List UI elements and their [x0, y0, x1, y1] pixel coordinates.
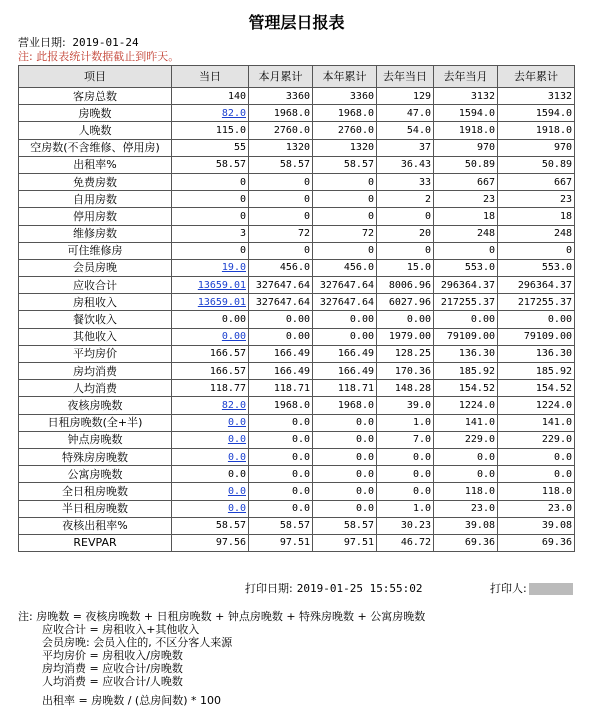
table-cell: 0.0: [249, 448, 313, 465]
table-cell: 0.0: [377, 483, 434, 500]
table-row: [19, 191, 575, 208]
table-cell: 0.0: [377, 448, 434, 465]
table-cell: 154.52: [498, 380, 575, 397]
table-cell: 69.36: [434, 534, 498, 551]
table-cell: 30.23: [377, 517, 434, 534]
table-cell: 0.0: [434, 466, 498, 483]
table-cell: [172, 294, 249, 311]
row-label: 全日租房晚数: [19, 483, 172, 500]
column-header: 去年累计: [498, 66, 575, 88]
table-cell: 0.00: [434, 311, 498, 328]
table-cell: 0: [249, 208, 313, 225]
table-row: [19, 397, 575, 414]
row-label: 出租率%: [19, 156, 172, 173]
table-cell: 58.57: [172, 517, 249, 534]
table-cell: 0: [172, 191, 249, 208]
table-cell: 2760.0: [313, 122, 377, 139]
table-cell: [172, 277, 249, 294]
column-header: 本年累计: [313, 66, 377, 88]
table-cell: 1594.0: [434, 105, 498, 122]
table-row: [19, 277, 575, 294]
table-cell: 0.00: [377, 311, 434, 328]
table-cell: 1918.0: [498, 122, 575, 139]
table-row: [19, 259, 575, 276]
business-date-value: 2019-01-24: [72, 36, 139, 49]
table-cell: 0.0: [313, 500, 377, 517]
table-row: [19, 380, 575, 397]
table-cell: 327647.64: [313, 277, 377, 294]
table-cell: 970: [498, 139, 575, 156]
table-cell: 0.0: [313, 483, 377, 500]
note-line: 人均消费 = 应收合计/人晚数: [42, 675, 183, 688]
row-label: 客房总数: [19, 88, 172, 105]
table-cell: 129: [377, 88, 434, 105]
table-cell: 327647.64: [249, 277, 313, 294]
table-cell: 0.00: [498, 311, 575, 328]
row-label: 公寓房晚数: [19, 466, 172, 483]
column-header: 项目: [19, 66, 172, 88]
table-cell: 118.71: [249, 380, 313, 397]
table-cell: [172, 259, 249, 276]
drilldown-link[interactable]: 82.0: [221, 107, 246, 119]
table-cell: 3132: [498, 88, 575, 105]
drilldown-link[interactable]: 0.0: [227, 485, 246, 497]
table-row: [19, 345, 575, 362]
table-cell: 0.0: [313, 448, 377, 465]
table-cell: 6027.96: [377, 294, 434, 311]
table-row: [19, 517, 575, 534]
table-cell: 46.72: [377, 534, 434, 551]
table-row: [19, 414, 575, 431]
table-cell: 0.0: [249, 466, 313, 483]
column-header: 当日: [172, 66, 249, 88]
table-cell: 970: [434, 139, 498, 156]
table-cell: 36.43: [377, 156, 434, 173]
drilldown-link[interactable]: 82.0: [221, 399, 246, 411]
table-cell: 1224.0: [498, 397, 575, 414]
table-cell: 1224.0: [434, 397, 498, 414]
drilldown-link[interactable]: 0.00: [221, 331, 246, 343]
table-cell: 0.0: [249, 431, 313, 448]
note-line: 会员房晚: 会员入住的, 不区分客人来源: [42, 636, 233, 649]
table-cell: 58.57: [172, 156, 249, 173]
row-label: 维修房数: [19, 225, 172, 242]
row-label: 特殊房房晚数: [19, 448, 172, 465]
table-cell: 72: [249, 225, 313, 242]
table-cell: 3360: [249, 88, 313, 105]
table-cell: 248: [434, 225, 498, 242]
table-cell: 0.0: [172, 466, 249, 483]
table-cell: 185.92: [498, 363, 575, 380]
table-cell: 166.57: [172, 345, 249, 362]
table-row: [19, 363, 575, 380]
table-row: [19, 448, 575, 465]
column-header: 本月累计: [249, 66, 313, 88]
row-label: 空房数(不含维修、停用房): [19, 139, 172, 156]
table-cell: 0: [313, 173, 377, 190]
row-label: 房均消费: [19, 363, 172, 380]
table-cell: 140: [172, 88, 249, 105]
table-cell: [172, 414, 249, 431]
table-cell: 79109.00: [498, 328, 575, 345]
table-cell: 7.0: [377, 431, 434, 448]
row-label: 人均消费: [19, 380, 172, 397]
table-cell: 0: [434, 242, 498, 259]
table-cell: 185.92: [434, 363, 498, 380]
table-cell: 1.0: [377, 414, 434, 431]
table-cell: 33: [377, 173, 434, 190]
printer: [490, 580, 573, 596]
table-row: [19, 173, 575, 190]
table-cell: 327647.64: [249, 294, 313, 311]
business-date-label: 营业日期:: [18, 36, 66, 49]
table-cell: 1320: [313, 139, 377, 156]
table-cell: 15.0: [377, 259, 434, 276]
drilldown-link[interactable]: 0.0: [227, 417, 246, 429]
table-cell: 136.30: [434, 345, 498, 362]
table-cell: 55: [172, 139, 249, 156]
table-cell: 128.25: [377, 345, 434, 362]
table-cell: 0.0: [313, 466, 377, 483]
table-cell: 0: [172, 173, 249, 190]
table-cell: [172, 500, 249, 517]
table-cell: 217255.37: [434, 294, 498, 311]
printer-label: 打印人:: [490, 582, 527, 595]
table-cell: 54.0: [377, 122, 434, 139]
table-cell: 141.0: [434, 414, 498, 431]
note-line: 注: 房晚数 = 夜核房晚数 + 日租房晚数 + 钟点房晚数 + 特殊房晚数 + 公寓房晚数: [18, 610, 426, 623]
table-cell: 47.0: [377, 105, 434, 122]
table-cell: 217255.37: [498, 294, 575, 311]
row-label: 其他收入: [19, 328, 172, 345]
table-cell: 667: [498, 173, 575, 190]
printer-name-redacted: [529, 583, 573, 595]
drilldown-link[interactable]: 0.0: [227, 434, 246, 446]
table-cell: 0.00: [249, 328, 313, 345]
table-cell: 166.49: [249, 345, 313, 362]
table-cell: 1968.0: [313, 397, 377, 414]
table-cell: 553.0: [434, 259, 498, 276]
table-cell: 58.57: [313, 517, 377, 534]
table-cell: 0: [377, 242, 434, 259]
row-label: 日租房晚数(全+半): [19, 414, 172, 431]
table-cell: 166.49: [313, 345, 377, 362]
table-cell: 118.0: [498, 483, 575, 500]
table-row: [19, 483, 575, 500]
print-date-label: 打印日期:: [245, 582, 293, 595]
row-label: 夜核出租率%: [19, 517, 172, 534]
table-cell: 1594.0: [498, 105, 575, 122]
table-cell: 0: [249, 191, 313, 208]
table-cell: 23.0: [498, 500, 575, 517]
table-cell: 296364.37: [434, 277, 498, 294]
table-cell: 1918.0: [434, 122, 498, 139]
table-cell: 3: [172, 225, 249, 242]
print-date: [245, 580, 423, 596]
table-header-row: [19, 66, 575, 88]
table-cell: 23: [498, 191, 575, 208]
table-cell: [172, 105, 249, 122]
table-cell: 118.77: [172, 380, 249, 397]
drilldown-link[interactable]: 13659.01: [197, 279, 246, 291]
table-cell: 39.08: [434, 517, 498, 534]
drilldown-link[interactable]: 0.0: [227, 503, 246, 515]
table-cell: 0.0: [434, 448, 498, 465]
row-label: 会员房晚: [19, 259, 172, 276]
table-row: [19, 311, 575, 328]
table-cell: 0: [249, 173, 313, 190]
report-notice: 注: 此报表统计数据截止到昨天。: [18, 50, 180, 63]
table-cell: 170.36: [377, 363, 434, 380]
table-cell: 23: [434, 191, 498, 208]
table-cell: 0.0: [313, 431, 377, 448]
table-cell: 50.89: [434, 156, 498, 173]
table-cell: [172, 328, 249, 345]
drilldown-link[interactable]: 19.0: [221, 262, 246, 274]
table-cell: 1968.0: [249, 397, 313, 414]
table-cell: 118.0: [434, 483, 498, 500]
table-row: [19, 466, 575, 483]
table-cell: 141.0: [498, 414, 575, 431]
table-cell: 0.0: [249, 500, 313, 517]
table-cell: 0: [172, 208, 249, 225]
row-label: 夜核房晚数: [19, 397, 172, 414]
table-cell: 69.36: [498, 534, 575, 551]
row-label: 钟点房晚数: [19, 431, 172, 448]
table-cell: 97.56: [172, 534, 249, 551]
table-cell: 0: [498, 242, 575, 259]
table-cell: 667: [434, 173, 498, 190]
table-cell: 229.0: [434, 431, 498, 448]
table-cell: 20: [377, 225, 434, 242]
table-cell: 1968.0: [313, 105, 377, 122]
print-date-value: 2019-01-25 15:55:02: [296, 582, 423, 595]
table-cell: 58.57: [249, 517, 313, 534]
table-cell: 18: [434, 208, 498, 225]
table-cell: 8006.96: [377, 277, 434, 294]
table-cell: 50.89: [498, 156, 575, 173]
table-row: [19, 294, 575, 311]
table-cell: 456.0: [313, 259, 377, 276]
note-line: 应收合计 = 房租收入+其他收入: [42, 623, 200, 636]
row-label: 应收合计: [19, 277, 172, 294]
row-label: REVPAR: [19, 534, 172, 551]
table-row: [19, 122, 575, 139]
table-cell: 148.28: [377, 380, 434, 397]
table-cell: 0.00: [313, 328, 377, 345]
table-cell: 0: [172, 242, 249, 259]
report-table: [18, 65, 575, 552]
table-cell: 0.00: [249, 311, 313, 328]
column-header: 去年当月: [434, 66, 498, 88]
table-row: [19, 534, 575, 551]
table-cell: 2760.0: [249, 122, 313, 139]
row-label: 半日租房晚数: [19, 500, 172, 517]
table-cell: 248: [498, 225, 575, 242]
table-cell: 3132: [434, 88, 498, 105]
table-cell: 37: [377, 139, 434, 156]
row-label: 平均房价: [19, 345, 172, 362]
row-label: 自用房数: [19, 191, 172, 208]
table-cell: 136.30: [498, 345, 575, 362]
table-cell: 72: [313, 225, 377, 242]
row-label: 人晚数: [19, 122, 172, 139]
formula-notes: [18, 610, 425, 707]
table-row: [19, 500, 575, 517]
table-cell: 118.71: [313, 380, 377, 397]
table-cell: 166.57: [172, 363, 249, 380]
table-row: [19, 139, 575, 156]
table-cell: [172, 397, 249, 414]
table-cell: 166.49: [313, 363, 377, 380]
note-line: 房均消费 = 应收合计/房晚数: [42, 662, 183, 675]
table-cell: 229.0: [498, 431, 575, 448]
row-label: 可住维修房: [19, 242, 172, 259]
table-cell: 0.0: [313, 414, 377, 431]
report-title: 管理层日报表: [248, 13, 345, 32]
table-cell: 0: [377, 208, 434, 225]
table-cell: 115.0: [172, 122, 249, 139]
table-cell: 154.52: [434, 380, 498, 397]
table-cell: 327647.64: [313, 294, 377, 311]
table-cell: 18: [498, 208, 575, 225]
table-cell: 166.49: [249, 363, 313, 380]
column-header: 去年当日: [377, 66, 434, 88]
table-row: [19, 431, 575, 448]
table-cell: 0.00: [172, 311, 249, 328]
table-cell: 456.0: [249, 259, 313, 276]
row-label: 房晚数: [19, 105, 172, 122]
table-cell: 39.08: [498, 517, 575, 534]
table-cell: 2: [377, 191, 434, 208]
table-cell: 0.0: [498, 448, 575, 465]
drilldown-link[interactable]: 0.0: [227, 451, 246, 463]
table-cell: [172, 483, 249, 500]
note-line: 出租率 = 房晚数 / (总房间数) * 100: [42, 694, 221, 707]
table-cell: 0.00: [313, 311, 377, 328]
table-cell: 0: [249, 242, 313, 259]
table-row: [19, 225, 575, 242]
table-row: [19, 242, 575, 259]
row-label: 停用房数: [19, 208, 172, 225]
table-cell: 296364.37: [498, 277, 575, 294]
table-cell: [172, 431, 249, 448]
table-cell: 58.57: [249, 156, 313, 173]
table-cell: 97.51: [313, 534, 377, 551]
table-cell: 58.57: [313, 156, 377, 173]
table-cell: 1968.0: [249, 105, 313, 122]
table-row: [19, 88, 575, 105]
table-cell: 1.0: [377, 500, 434, 517]
table-cell: 39.0: [377, 397, 434, 414]
table-cell: 23.0: [434, 500, 498, 517]
table-cell: 553.0: [498, 259, 575, 276]
row-label: 房租收入: [19, 294, 172, 311]
row-label: 免费房数: [19, 173, 172, 190]
table-cell: 79109.00: [434, 328, 498, 345]
table-cell: 0.0: [249, 483, 313, 500]
table-cell: 1979.00: [377, 328, 434, 345]
row-label: 餐饮收入: [19, 311, 172, 328]
table-cell: 97.51: [249, 534, 313, 551]
table-row: [19, 156, 575, 173]
table-cell: 0: [313, 191, 377, 208]
table-row: [19, 105, 575, 122]
table-cell: [172, 448, 249, 465]
table-row: [19, 208, 575, 225]
note-line: 平均房价 = 房租收入/房晚数: [42, 649, 183, 662]
table-cell: 0: [313, 208, 377, 225]
table-cell: 3360: [313, 88, 377, 105]
table-cell: 1320: [249, 139, 313, 156]
table-cell: 0: [313, 242, 377, 259]
table-cell: 0.0: [498, 466, 575, 483]
drilldown-link[interactable]: 13659.01: [197, 296, 246, 308]
table-cell: 0.0: [377, 466, 434, 483]
table-cell: 0.0: [249, 414, 313, 431]
table-row: [19, 328, 575, 345]
